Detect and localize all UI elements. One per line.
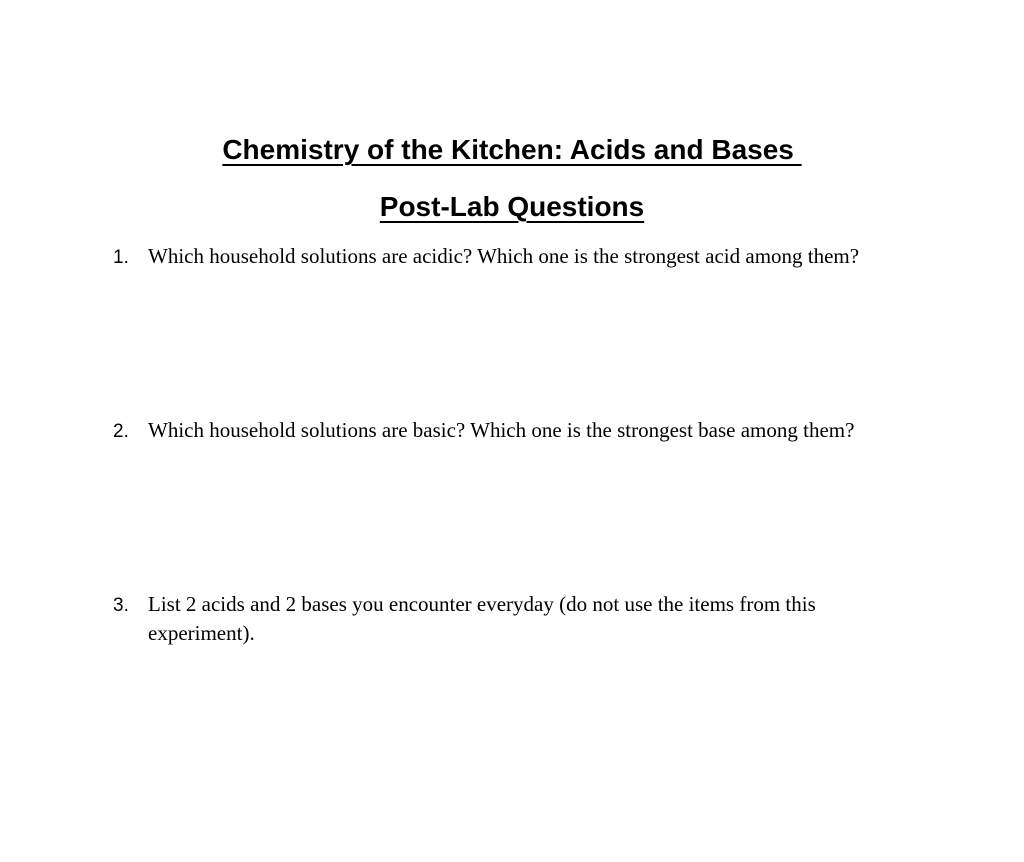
question-number: 1. <box>113 247 129 268</box>
question-text: List 2 acids and 2 bases you encounter everyday (do not use the items from this experiment). <box>148 592 816 645</box>
question-text: Which household solutions are basic? Which one is the strongest base among them? <box>148 418 855 442</box>
question-number: 3. <box>113 595 129 616</box>
question-text: Which household solutions are acidic? Which one is the strongest acid among them? <box>148 244 860 268</box>
page-title <box>0 132 1024 168</box>
question-number: 2. <box>113 421 129 442</box>
page-title-text: Chemistry of the Kitchen: Acids and Bases <box>222 134 802 165</box>
page-subtitle-text: Post-Lab Questions <box>379 191 645 222</box>
page-subtitle <box>0 189 1024 225</box>
